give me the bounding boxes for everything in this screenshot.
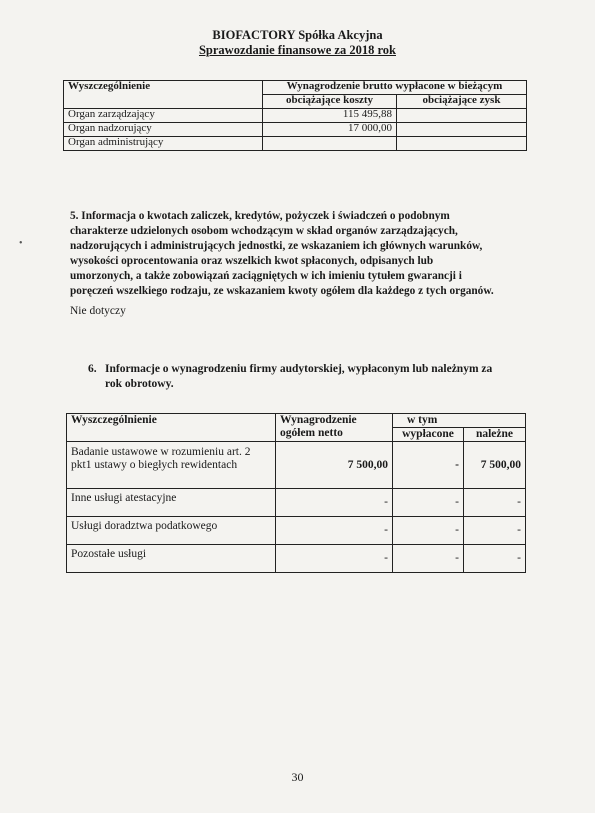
t2-row-total: - xyxy=(276,545,393,573)
t1-row-profit xyxy=(397,123,527,137)
t2-row-paid: - xyxy=(393,545,464,573)
table-row xyxy=(67,517,526,545)
section-6-heading xyxy=(88,362,518,392)
stray-mark: • xyxy=(19,238,23,249)
t2-header-total-line: ogółem netto xyxy=(280,427,343,439)
t2-row-total: - xyxy=(276,517,393,545)
t1-header-item: Wyszczególnienie xyxy=(64,81,263,109)
t1-subheader-profit: obciążające zysk xyxy=(397,95,527,109)
section-5-line: poręczeń wszelkiego rodzaju, ze wskazaniem kwoty ogółem dla każdego z tych organów. xyxy=(70,285,494,297)
t2-row-label: Usługi doradztwa podatkowego xyxy=(67,517,276,545)
management-remuneration-table xyxy=(63,80,527,151)
section-6-line: Informacje o wynagrodzeniu firmy audytorskiej, wypłaconym lub należnym za xyxy=(105,363,493,375)
t2-header-total-line: Wynagrodzenie xyxy=(280,414,357,426)
t2-row-due: - xyxy=(464,489,526,517)
section-6-line: rok obrotowy. xyxy=(105,378,174,390)
t2-row-label-line: Badanie ustawowe w rozumieniu art. 2 xyxy=(71,446,251,458)
section-5-line: wysokości oprocentowania oraz wszelkich kwot spłaconych, odpisanych lub xyxy=(70,255,434,267)
table-row xyxy=(64,109,527,123)
t2-row-label-line: pkt1 ustawy o biegłych rewidentach xyxy=(71,459,238,471)
company-name: BIOFACTORY Spółka Akcyjna xyxy=(212,28,383,42)
t2-row-due: - xyxy=(464,517,526,545)
t1-row-profit xyxy=(397,109,527,123)
section-5-answer: Nie dotyczy xyxy=(70,305,126,317)
table-row xyxy=(67,545,526,573)
auditor-fee-table xyxy=(66,413,526,573)
section-6-number: 6. xyxy=(88,363,97,375)
t2-row-due: - xyxy=(464,545,526,573)
t1-header-gross: Wynagrodzenie brutto wypłacone w bieżącym xyxy=(263,81,527,95)
table-row xyxy=(64,123,527,137)
table-row xyxy=(64,137,527,151)
t1-row-costs: 17 000,00 xyxy=(263,123,397,137)
t2-row-paid: - xyxy=(393,442,464,489)
table-row xyxy=(67,489,526,517)
t2-header-item: Wyszczególnienie xyxy=(67,414,276,442)
t2-row-total: 7 500,00 xyxy=(276,442,393,489)
report-title: Sprawozdanie finansowe za 2018 rok xyxy=(198,43,396,57)
t2-row-label: Inne usługi atestacyjne xyxy=(67,489,276,517)
t1-row-label: Organ nadzorujący xyxy=(64,123,263,137)
t1-row-costs xyxy=(263,137,397,151)
t2-header-including: w tym xyxy=(393,414,526,428)
t2-header-total xyxy=(276,414,393,442)
t1-row-label: Organ administrujący xyxy=(64,137,263,151)
page-number: 30 xyxy=(291,770,304,784)
t1-row-label: Organ zarządzający xyxy=(64,109,263,123)
section-5-line: 5. Informacja o kwotach zaliczek, kredytów, pożyczek i świadczeń o podobnym xyxy=(70,210,450,222)
t1-subheader-costs: obciążające koszty xyxy=(263,95,397,109)
t2-subheader-due: należne xyxy=(464,428,526,442)
t2-row-paid: - xyxy=(393,517,464,545)
t2-row-due: 7 500,00 xyxy=(464,442,526,489)
section-5-text xyxy=(70,209,530,299)
t2-subheader-paid: wypłacone xyxy=(393,428,464,442)
t2-row-paid: - xyxy=(393,489,464,517)
t2-row-label xyxy=(67,442,276,489)
table-row xyxy=(67,442,526,489)
t1-row-profit xyxy=(397,137,527,151)
t2-row-label: Pozostałe usługi xyxy=(67,545,276,573)
t1-row-costs: 115 495,88 xyxy=(263,109,397,123)
section-5-line: umorzonych, a także zobowiązań zaciągniętych w ich imieniu tytułem gwarancji i xyxy=(70,270,462,282)
t2-row-total: - xyxy=(276,489,393,517)
section-5-line: charakterze udzielonych osobom wchodzącym w skład organów zarządzających, xyxy=(70,225,458,237)
section-5-line: nadzorujących i administrujących jednostki, ze wskazaniem ich głównych warunków, xyxy=(70,240,483,252)
